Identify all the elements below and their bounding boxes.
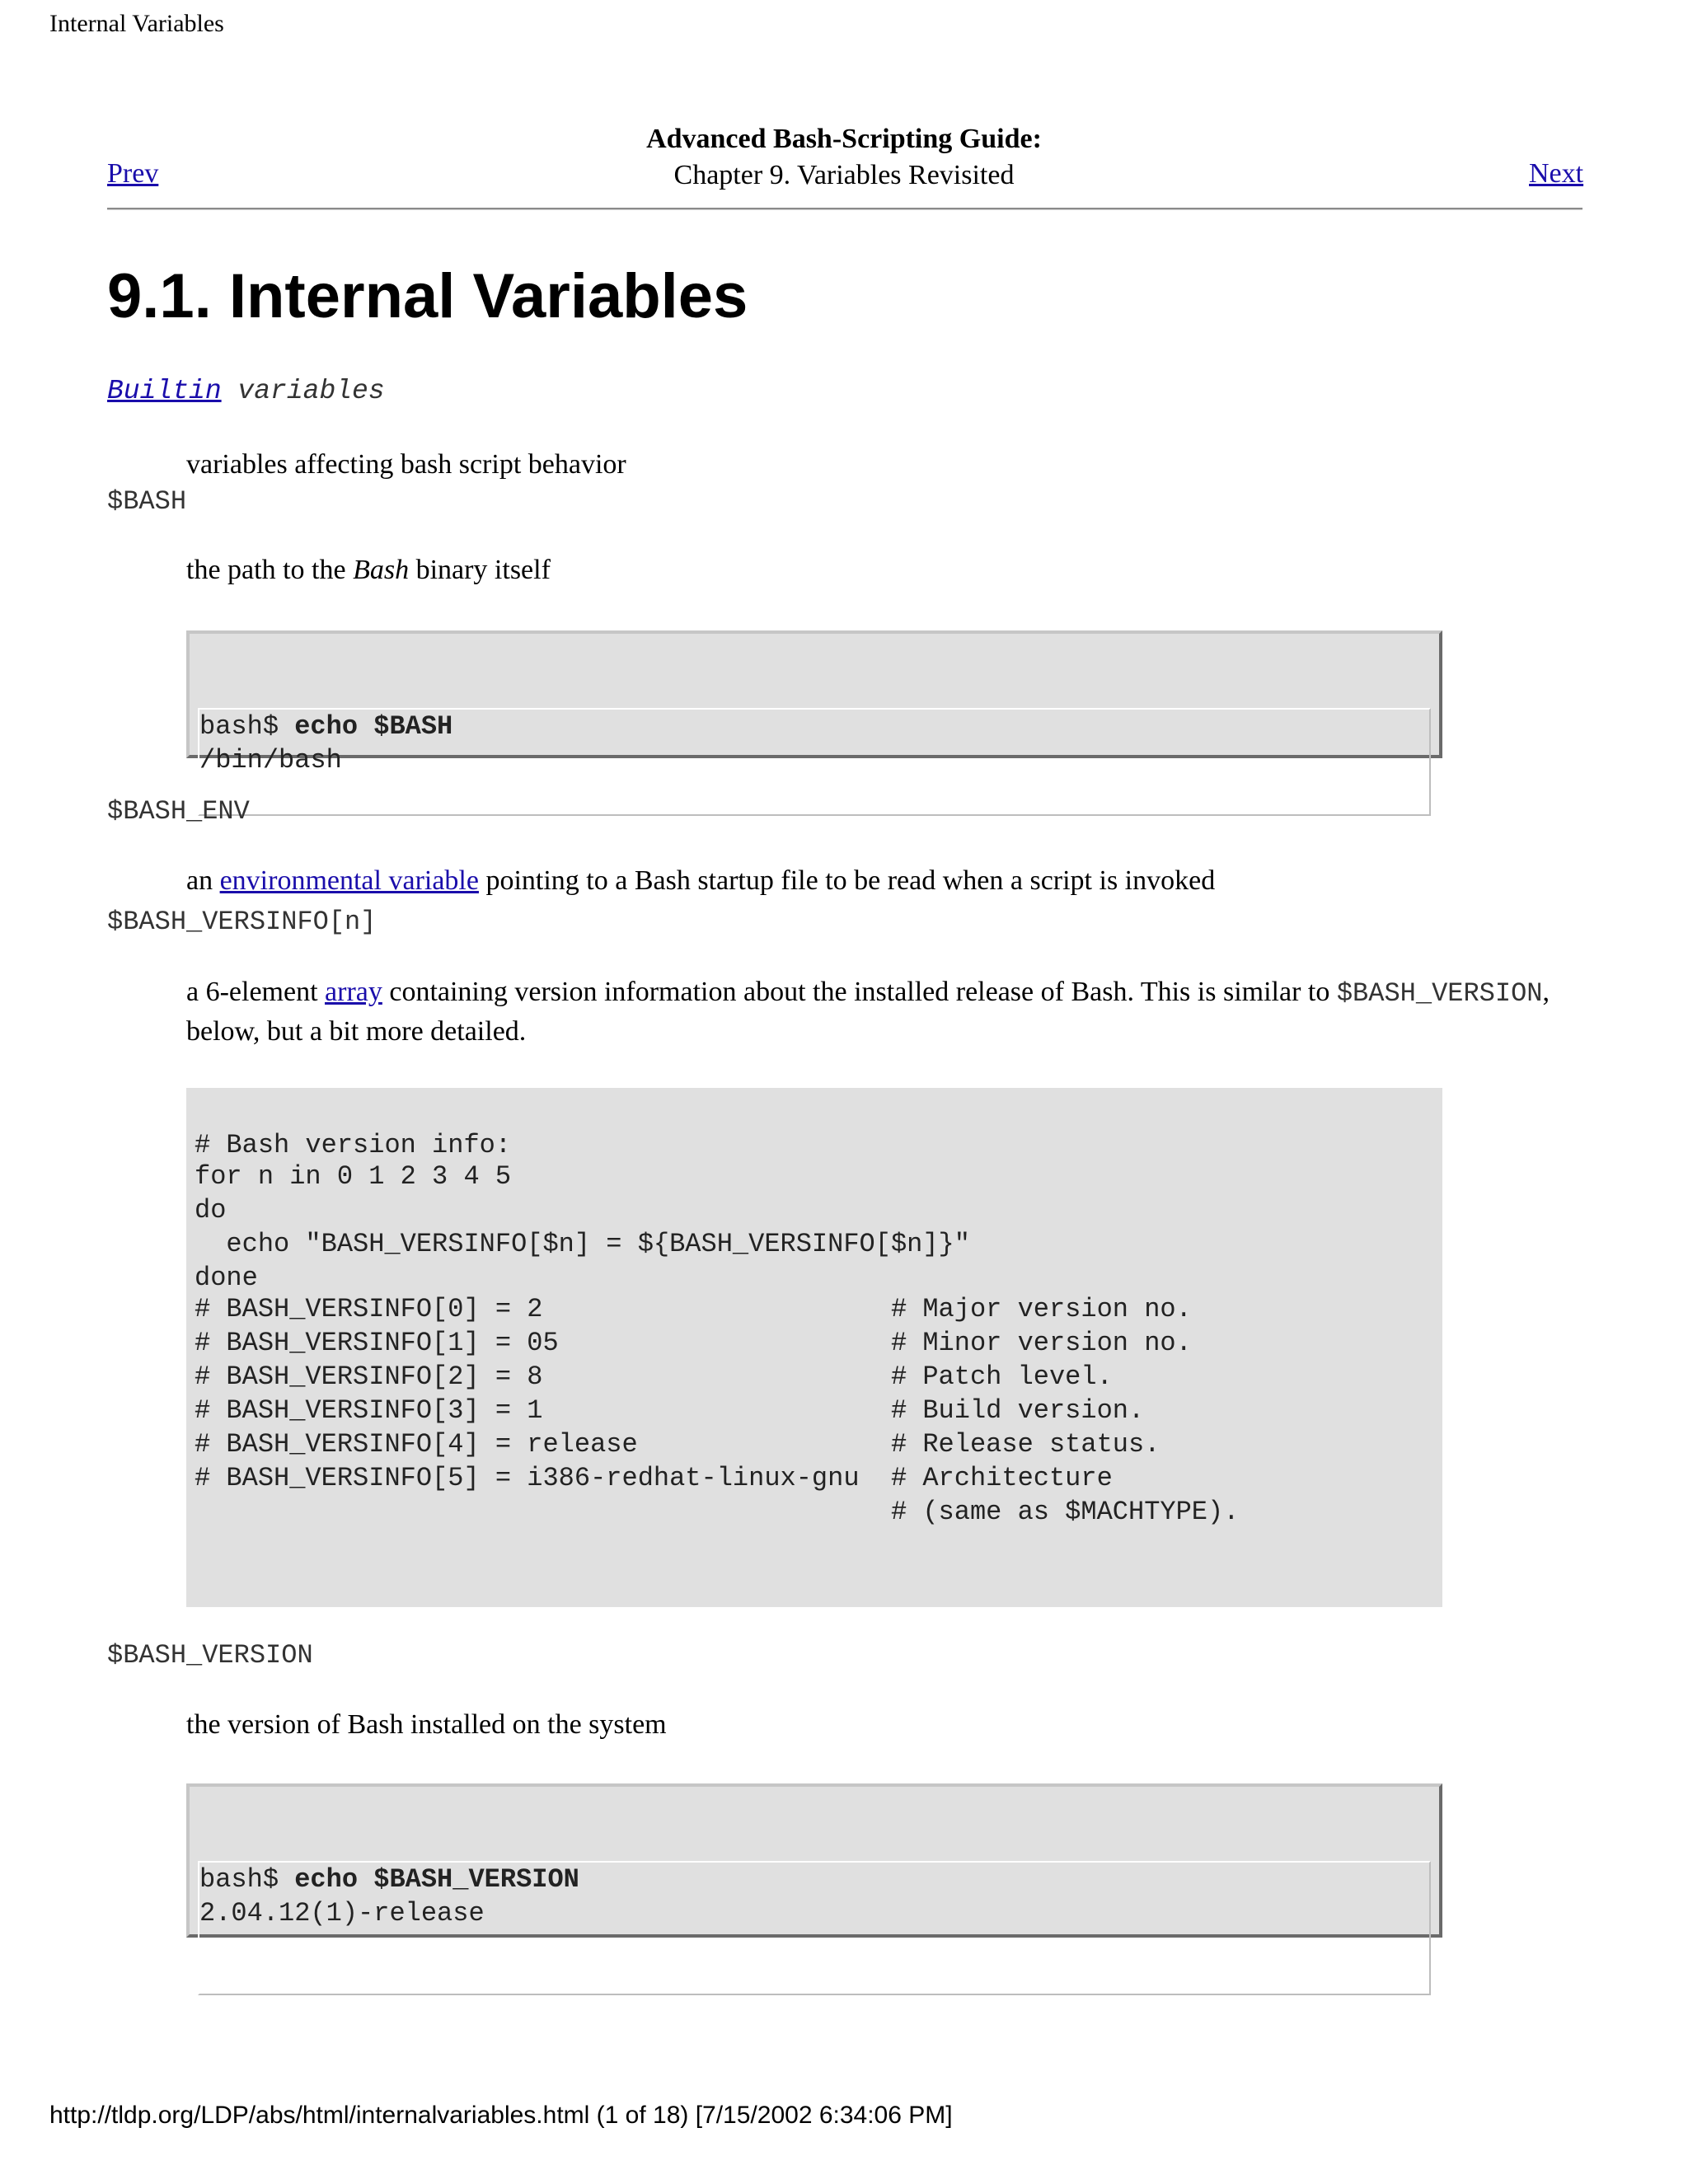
code-line: # BASH_VERSINFO[3] = 1 # Build version. <box>195 1395 1145 1426</box>
builtin-heading <box>107 376 385 406</box>
array-link[interactable]: array <box>325 977 382 1007</box>
code-line: # BASH_VERSINFO[2] = 8 # Patch level. <box>195 1361 1113 1392</box>
var-bash-description: the path to the Bash binary itself <box>186 555 551 585</box>
code-line: # BASH_VERSINFO[0] = 2 # Major version no. <box>195 1294 1192 1324</box>
guide-title: Advanced Bash-Scripting Guide: <box>646 124 1042 154</box>
code-line: # BASH_VERSINFO[4] = release # Release status. <box>195 1429 1160 1460</box>
page-footer: http://tldp.org/LDP/abs/html/internalvariables.html (1 of 18) [7/15/2002 6:34:06 PM] <box>49 2102 953 2129</box>
program-listing-versinfo <box>186 1088 1442 1607</box>
var-bash-version-description: the version of Bash installed on the system <box>186 1709 667 1740</box>
var-bash-versinfo-description-line2: below, but a bit more detailed. <box>186 1016 527 1047</box>
code-line: # Bash version info: <box>195 1130 512 1160</box>
code-line: done <box>195 1263 258 1293</box>
var-bash-versinfo-description: a 6-element array containing version information about the installed release of Bash. This is similar to $BASH_VERSION, <box>186 977 1550 1009</box>
screen-bash: bash$ echo $BASH /bin/bash <box>186 630 1442 758</box>
code-line: for n in 0 1 2 3 4 5 <box>195 1161 512 1192</box>
code-line: do <box>195 1195 227 1226</box>
section-title: 9.1. Internal Variables <box>107 261 748 331</box>
chapter-title: Chapter 9. Variables Revisited <box>673 160 1015 190</box>
code-line: # BASH_VERSINFO[5] = i386-redhat-linux-gnu # Architecture <box>195 1463 1113 1493</box>
page-header: Internal Variables <box>49 10 224 37</box>
code-line: echo "BASH_VERSINFO[$n] = ${BASH_VERSINFO[$n]}" <box>195 1229 970 1259</box>
next-link[interactable]: Next <box>1529 158 1584 189</box>
header-divider <box>107 208 1582 210</box>
screen-bash-version: bash$ echo $BASH_VERSION 2.04.12(1)-release <box>186 1783 1442 1938</box>
var-bash: $BASH <box>107 486 187 517</box>
environmental-variable-link[interactable]: environmental variable <box>219 865 479 896</box>
var-bash-version: $BASH_VERSION <box>107 1640 313 1671</box>
builtin-link[interactable]: Builtin <box>107 376 222 406</box>
var-bash-env-description: an environmental variable pointing to a Bash startup file to be read when a script is invoked <box>186 865 1216 896</box>
code-line: # (same as $MACHTYPE). <box>195 1497 1240 1527</box>
var-bash-versinfo: $BASH_VERSINFO[n] <box>107 907 377 937</box>
builtin-description: variables affecting bash script behavior <box>186 449 626 480</box>
builtin-heading-rest: variables <box>221 376 385 406</box>
var-bash-env: $BASH_ENV <box>107 796 250 827</box>
code-line: # BASH_VERSINFO[1] = 05 # Minor version no. <box>195 1328 1192 1358</box>
prev-link[interactable]: Prev <box>107 158 159 189</box>
